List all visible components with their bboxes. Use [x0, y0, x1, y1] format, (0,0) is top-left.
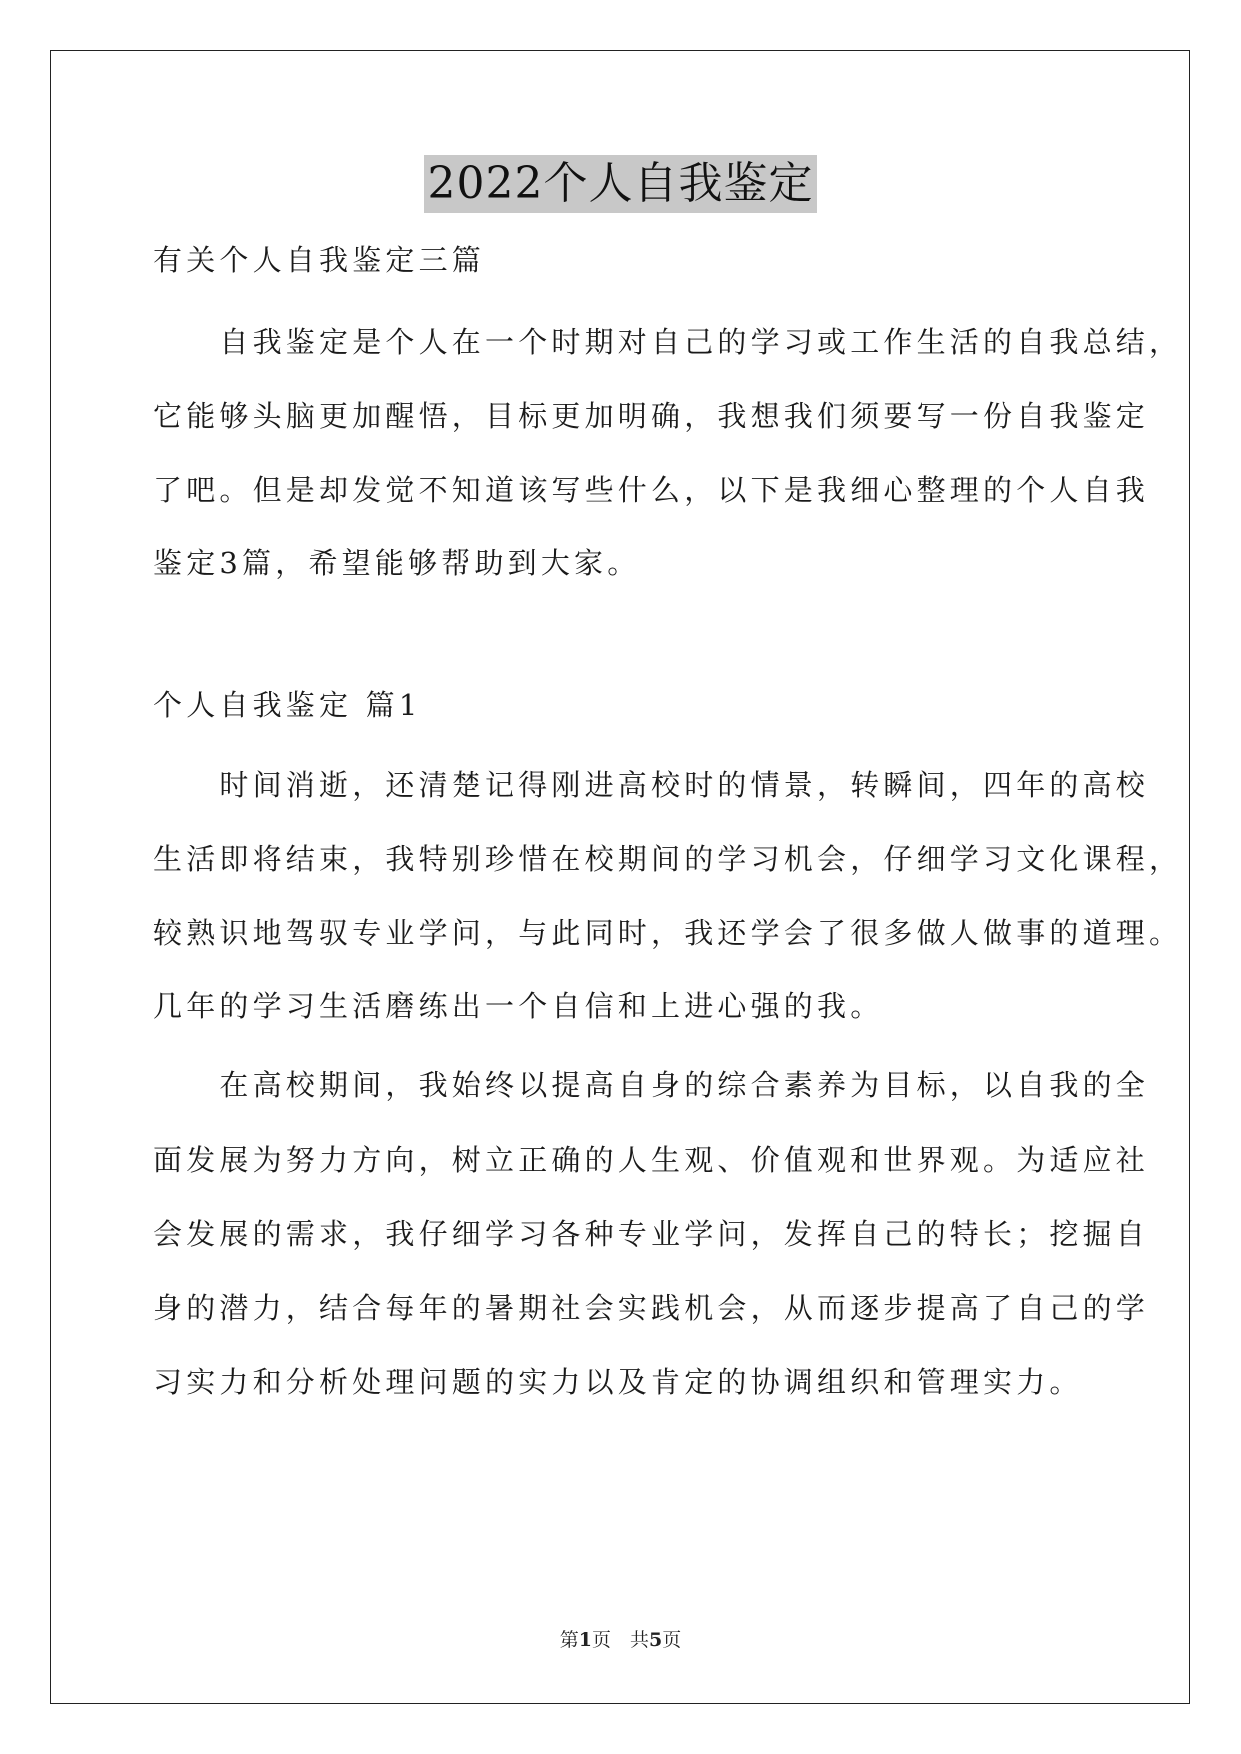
- text-line: 自我鉴定是个人在一个时期对自己的学习或工作生活的自我总结，: [153, 325, 1183, 359]
- text-line: 生活即将结束，我特别珍惜在校期间的学习机会，仔细学习文化课程，: [153, 842, 1183, 876]
- text-line: 几年的学习生活磨练出一个自信和上进心强的我。: [153, 989, 884, 1023]
- text-line: 身的潜力，结合每年的暑期社会实践机会，从而逐步提高了自己的学: [153, 1291, 1150, 1325]
- section-heading: 个人自我鉴定 篇1: [153, 688, 422, 722]
- text-line: 会发展的需求，我仔细学习各种专业学问，发挥自己的特长；挖掘自: [153, 1217, 1150, 1251]
- total-pages-number: 5: [649, 1629, 663, 1651]
- text-line: 习实力和分析处理问题的实力以及肯定的协调组织和管理实力。: [153, 1365, 1083, 1399]
- subtitle-line: 有关个人自我鉴定三篇: [153, 243, 486, 277]
- footer-mid: 页 共: [591, 1629, 649, 1651]
- text-line: 面发展为努力方向，树立正确的人生观、价值观和世界观。为适应社: [153, 1143, 1150, 1177]
- footer-prefix: 第: [559, 1629, 579, 1651]
- title-container: [0, 155, 1241, 213]
- text-line: 了吧。但是却发觉不知道该写些什么，以下是我细心整理的个人自我: [153, 473, 1150, 507]
- page-footer: [0, 1625, 1241, 1652]
- footer-suffix: 页: [662, 1629, 682, 1651]
- text-line: 较熟识地驾驭专业学问，与此同时，我还学会了很多做人做事的道理。: [153, 916, 1183, 950]
- text-line: 它能够头脑更加醒悟，目标更加明确，我想我们须要写一份自我鉴定: [153, 399, 1150, 433]
- text-line: 鉴定3篇，希望能够帮助到大家。: [153, 546, 641, 580]
- text-line: 在高校期间，我始终以提高自身的综合素养为目标，以自我的全: [153, 1068, 1150, 1102]
- current-page-number: 1: [578, 1629, 592, 1651]
- document-title: 2022个人自我鉴定: [424, 155, 818, 213]
- text-line: 时间消逝，还清楚记得刚进高校时的情景，转瞬间，四年的高校: [153, 768, 1150, 802]
